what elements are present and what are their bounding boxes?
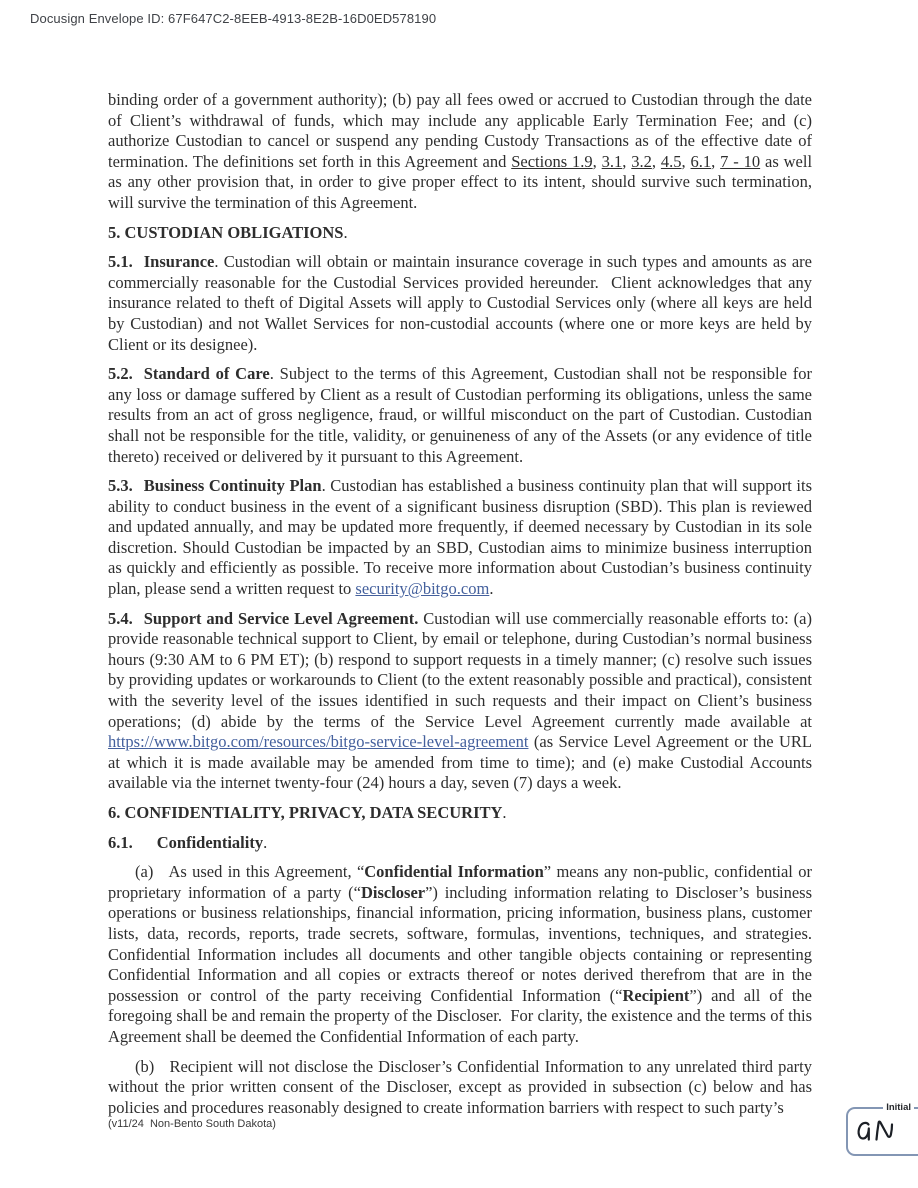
text-run: 6. CONFIDENTIALITY, PRIVACY, DATA SECURITY xyxy=(108,803,503,822)
section-ref-3-1: 3.1 xyxy=(601,151,623,171)
text-run: (a) As used in this Agreement, “ xyxy=(135,862,365,882)
text-run: Business Continuity Plan xyxy=(143,476,322,496)
text-run: ”) and all of the foregoing shall be and remain the property of the Discloser. For clarity, the existence and the terms of this Agreement shall be deemed the Confidential Information of each party. xyxy=(108,985,813,1046)
text-run: ”) including information relating to Discloser’s business operations or business relationships, financial information, pricing information, business plans, customer lists, data, records, reports, trade secrets, software, formulas, inventions, techniques, and strategies. Confidential Information includes all documents and other tangible objects containing or representing Confidential Information and all copies or extracts thereof or notes derived therefrom that are in the possession or control of the party receiving Confidential Information (“ xyxy=(108,882,812,1005)
section-5-1-insurance xyxy=(108,252,812,355)
text-run: . Custodian has established a business continuity plan that will support its ability to conduct business in the event of a significant business disruption (SBD). This plan is reviewed and updated annually, and may be updated more frequently, if deemed necessary by Custodian in its sole discretion. Should Custodian be impacted by an SBD, Custodian aims to minimize business interruption as quickly and efficiently as possible. To receive more information about Custodian’s business continuity plan, please send a written request to xyxy=(108,476,812,599)
text-run: as well as any other provision that, in order to give proper effect to its intent, should survive such termination, will survive the termination of this Agreement. xyxy=(108,151,813,212)
section-6-heading xyxy=(108,803,812,824)
text-run: Confidential Information xyxy=(364,862,544,882)
section-ref-1-9: Sections 1.9 xyxy=(511,151,593,171)
text-run: Standard of Care xyxy=(143,364,270,384)
document-body xyxy=(108,90,812,1118)
section-ref-7-10: 7 - 10 xyxy=(720,151,761,171)
text-run: 6.1. xyxy=(108,832,133,852)
text-run: Recipient xyxy=(622,985,690,1005)
section-6-1-a-confidential-information xyxy=(108,862,812,1047)
text-run: ” means any non-public, confidential or proprietary information of a party (“ xyxy=(108,862,812,902)
security-email-link[interactable]: security@bitgo.com xyxy=(355,579,490,599)
paragraph-termination-continuation xyxy=(108,90,812,214)
section-5-2-standard-of-care xyxy=(108,364,812,467)
text-run: . xyxy=(263,832,268,852)
text-run: , xyxy=(651,151,661,171)
section-ref-3-2: 3.2 xyxy=(631,151,652,171)
section-5-3-business-continuity-plan xyxy=(108,476,812,600)
section-ref-4-5: 4.5 xyxy=(660,151,682,171)
version-footnote: (v11/24 Non-Bento South Dakota) xyxy=(108,1118,276,1130)
section-5-heading xyxy=(108,223,812,244)
text-run: . xyxy=(343,222,348,242)
initial-tab-label: Initial xyxy=(883,1102,914,1114)
section-5-4-support-sla xyxy=(108,609,812,794)
text-run: binding order of a government authority); (b) pay all fees owed or accrued to Custodian through the date of Client’s withdrawal of funds, which may include any applicable Early Termination Fee; and (c) authorize Custodian to cancel or suspend any pending Custody Transactions as of the effective date of termination. The definitions set forth in this Agreement and xyxy=(108,90,812,171)
text-run: Support and Service Level Agreement. xyxy=(143,608,419,628)
text-run: . Subject to the terms of this Agreement, Custodian shall not be responsible for any loss or damage suffered by Client as a result of Custodian performing its obligations, unless the same results from an act of gross negligence, fraud, or willful misconduct on the part of Custodian. Custodian shall not be responsible for the title, validity, or genuineness of any of the Assets (or any evidence of title thereto) received or delivered by it pursuant to this Agreement. xyxy=(108,364,812,466)
text-run: (b) Recipient will not disclose the Discloser’s Confidential Information to any unrelated third party without the prior written consent of the Discloser, except as provided in subsection (c) below and has policies and procedures reasonably designed to create information barriers with respect to such party’s xyxy=(108,1056,812,1117)
section-ref-6-1: 6.1 xyxy=(690,151,712,171)
text-run: Custodian will use commercially reasonable efforts to: (a) provide reasonable technical support to Client, by email or telephone, during Custodian’s normal business hours (9:30 AM to 6 PM ET); (b) respond to support requests in a timely manner; (c) resolve such issues by providing updates or workarounds to Client (to the extent reasonably possible and practical), consistent with the severity level of the issues identified in such requests and their impact on Client’s business operations; (d) abide by the terms of the Service Level Agreement currently made available at xyxy=(108,608,812,731)
docusign-initial-tab[interactable] xyxy=(846,1102,918,1156)
section-6-1-confidentiality-heading xyxy=(108,833,812,854)
text-run: , xyxy=(592,151,602,171)
text-run: , xyxy=(622,151,632,171)
text-run: , xyxy=(681,151,691,171)
text-run: Confidentiality xyxy=(156,832,264,852)
text-run: . Custodian will obtain or maintain insurance coverage in such types and amounts as are commercially reasonable for the Custodial Services provided hereunder. Client acknowledges that any insurance related to theft of Digital Assets will apply to Custodial Services only (where all keys are held by Custodian) and not Wallet Services for non-custodial accounts (where one or more keys are held by Client or its designee). xyxy=(108,252,812,354)
text-run: 5.2. xyxy=(108,364,133,384)
text-run: . xyxy=(489,579,494,599)
text-run: 5.4. xyxy=(108,608,133,628)
service-level-agreement-link[interactable]: https://www.bitgo.com/resources/bitgo-service-level-agreement xyxy=(108,732,529,752)
text-run: Insurance xyxy=(143,252,215,272)
text-run: 5.3. xyxy=(108,476,133,496)
text-run: . xyxy=(502,803,507,822)
docusign-envelope-id: Docusign Envelope ID: 67F647C2-8EEB-4913-8E2B-16D0ED578190 xyxy=(30,11,437,26)
text-run: , xyxy=(711,151,721,171)
text-run: 5. CUSTODIAN OBLIGATIONS xyxy=(108,222,344,242)
section-6-1-b-nondisclosure xyxy=(108,1057,812,1119)
text-run: 5.1. xyxy=(108,252,133,272)
handwritten-initials xyxy=(854,1116,906,1148)
text-run: (as Service Level Agreement or the URL at which it is made available may be amended from time to time); and (e) make Custodial Accounts available via the internet twenty-four (24) hours a day, seven (7) days a week. xyxy=(108,732,812,793)
text-run: Discloser xyxy=(360,882,426,902)
